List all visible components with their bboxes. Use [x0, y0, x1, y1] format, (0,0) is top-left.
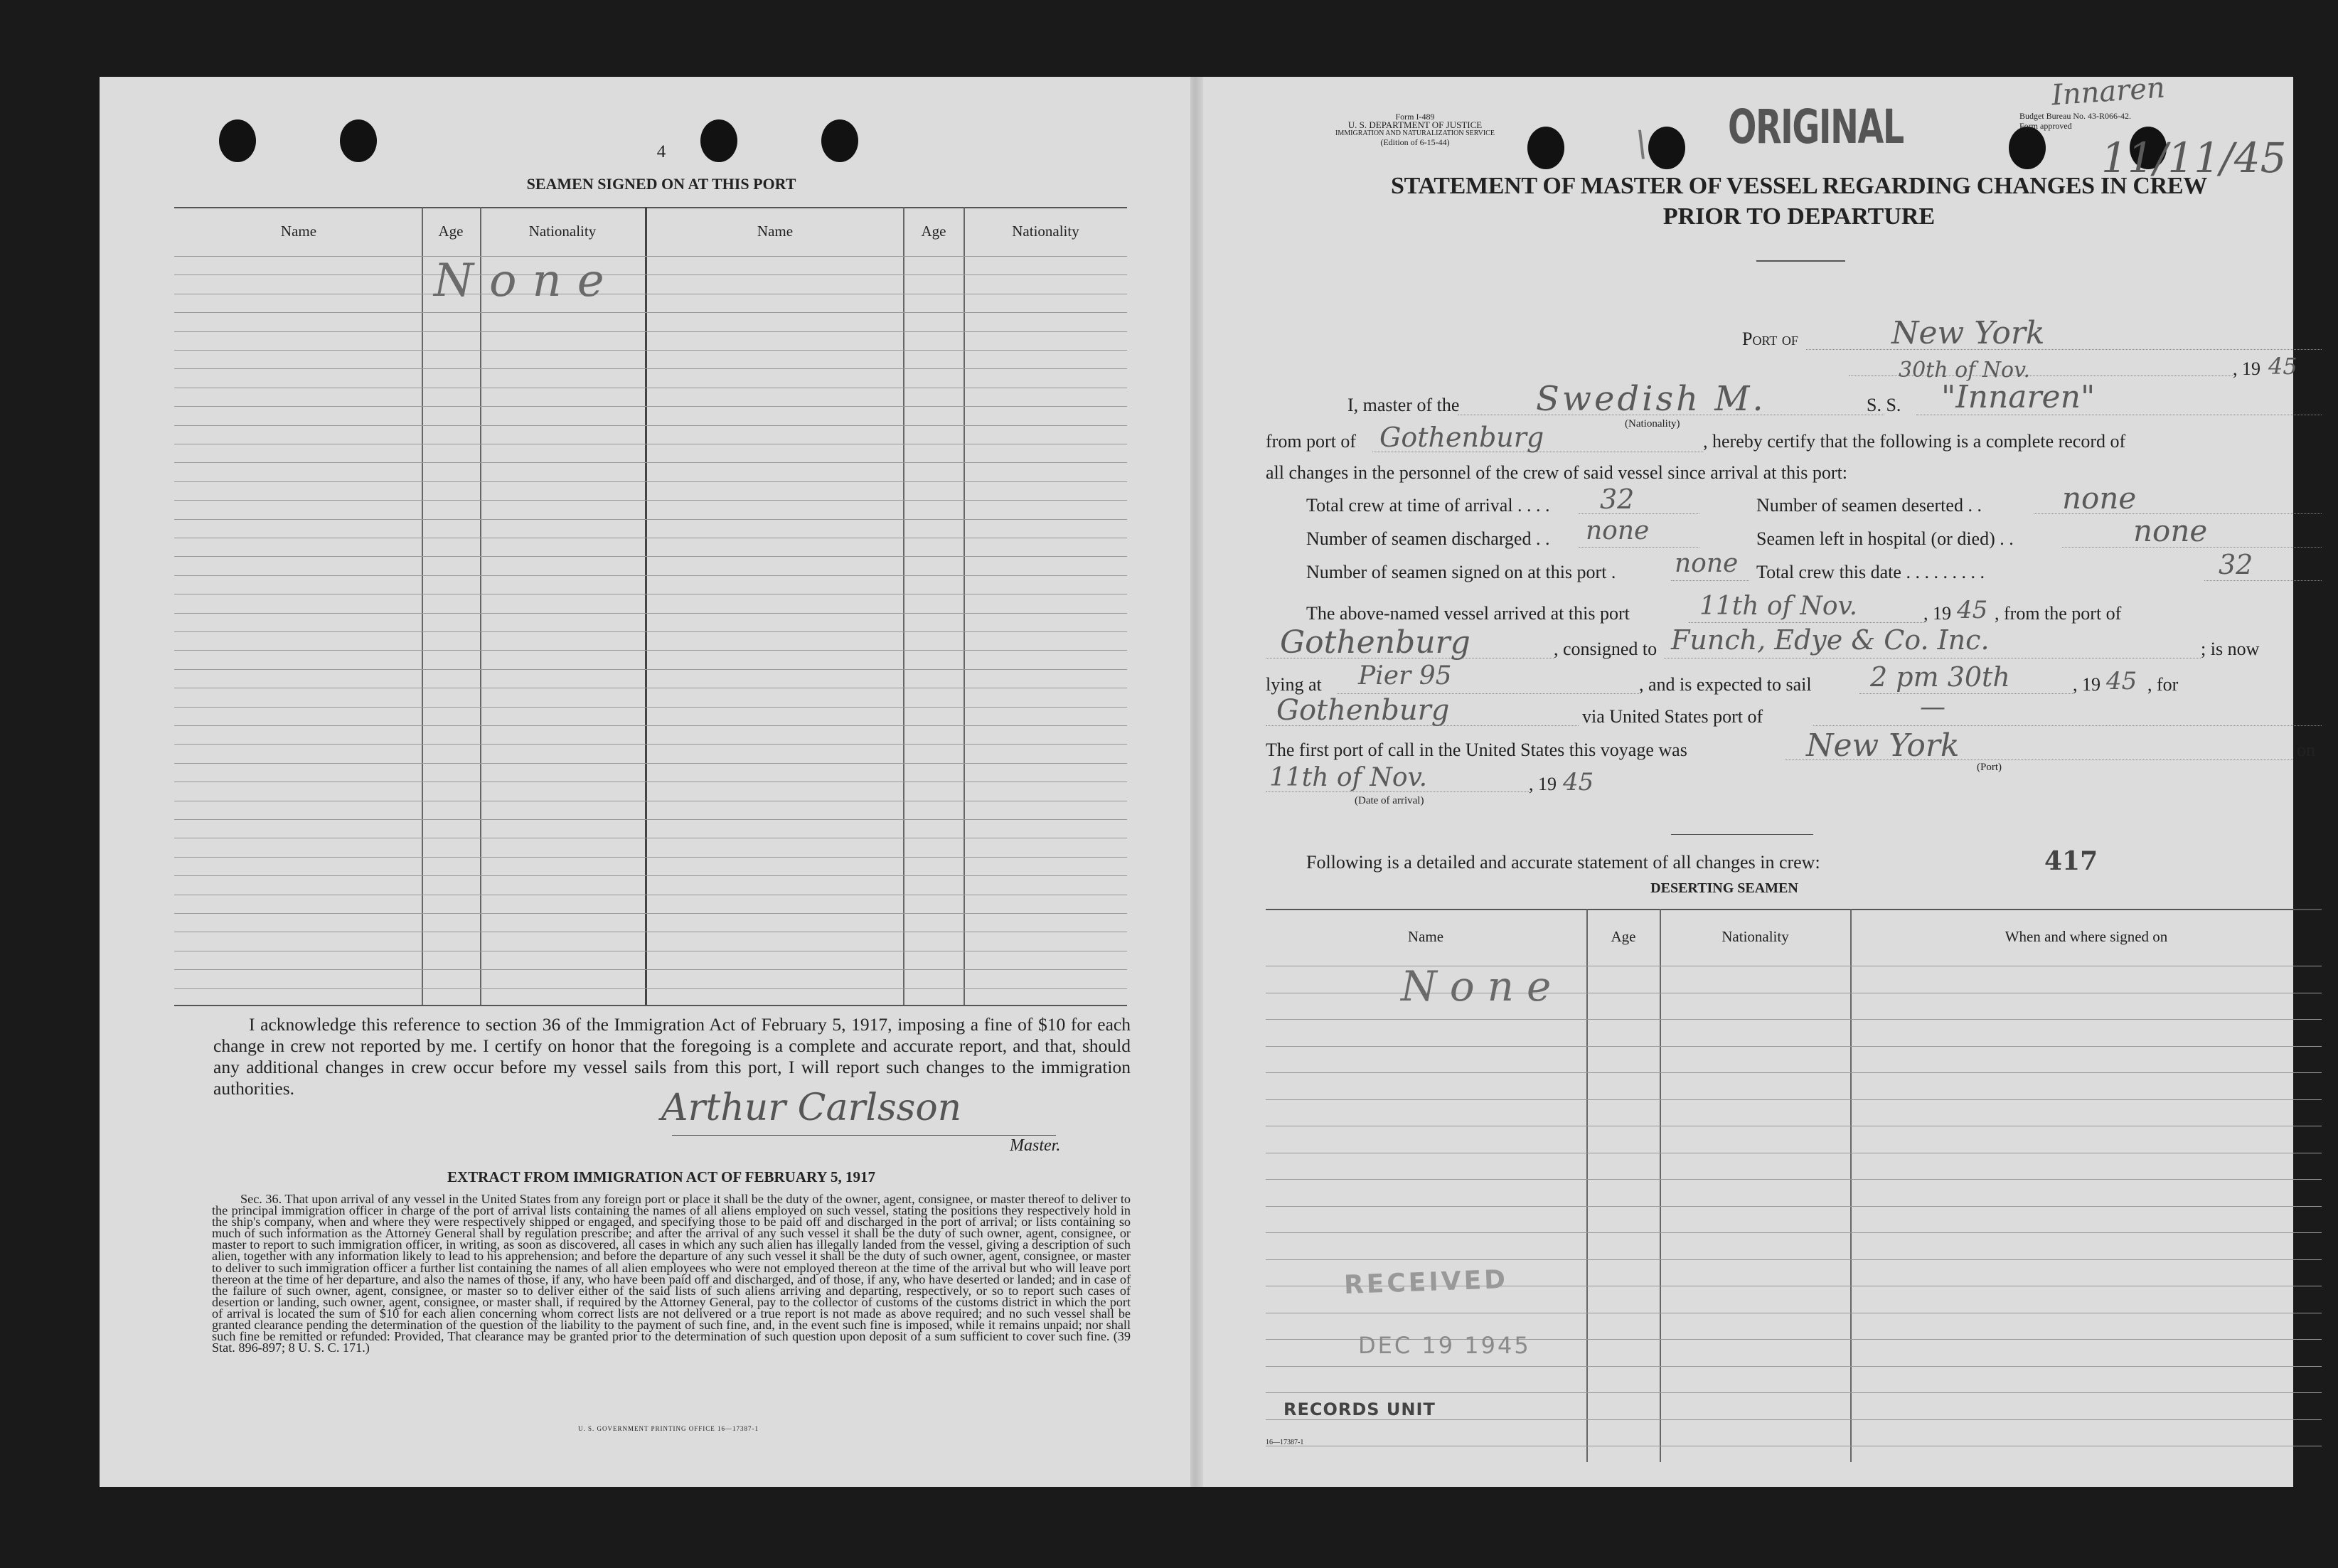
page-number: 4 — [656, 142, 666, 161]
seamen-hospital-value: none — [2133, 513, 2208, 548]
form-approved-label: Form approved — [2019, 121, 2072, 131]
from-port-value: Gothenburg — [1379, 422, 1544, 453]
punch-hole — [1648, 127, 1685, 169]
table-row-rule — [1266, 1099, 2322, 1100]
form-number-label: Form I-489 — [1395, 112, 1435, 122]
via-label: via United States port of — [1582, 706, 1763, 727]
table-row-rule — [1266, 1392, 2322, 1393]
expected-to-sail-value: 2 pm 30th — [1870, 661, 2010, 693]
total-crew-arrival-value: 32 — [1600, 484, 1635, 515]
table-row-rule — [1266, 1072, 2322, 1073]
table-row-rule — [174, 556, 1127, 557]
port-of-label: Port of — [1742, 329, 1798, 349]
received-stamp: RECEIVED — [1343, 1264, 1509, 1301]
ss-label: S. S. — [1867, 395, 1901, 415]
expected-year-value: 45 — [2106, 667, 2137, 695]
table-row-rule — [174, 274, 1127, 275]
table-row-rule — [1266, 1179, 2322, 1180]
expected-year-prefix: , 19 — [2073, 674, 2101, 695]
table-row-rule — [174, 425, 1127, 426]
table-row-rule — [174, 406, 1127, 407]
column-header: Age — [921, 223, 946, 240]
deserting-seamen-title: DESERTING SEAMEN — [1650, 880, 1798, 896]
seamen-signed-on-value: none — [1675, 549, 1739, 578]
punch-hole — [219, 119, 256, 162]
total-crew-date-label: Total crew this date . . . . . . . . . — [1756, 562, 1985, 582]
budget-bureau-block — [2019, 111, 2131, 131]
column-header: Nationality — [1722, 928, 1789, 945]
extract-title: EXTRACT FROM IMMIGRATION ACT OF FEBRUARY 5, 1917 — [447, 1168, 876, 1185]
following-statement-label: Following is a detailed and accurate statement of all changes in crew: — [1306, 852, 1820, 873]
from-port-of-label: , from the port of — [1995, 603, 2122, 624]
page-fold — [1190, 77, 1203, 1487]
printer-line: U. S. GOVERNMENT PRINTING OFFICE 16—17387-1 — [577, 1425, 759, 1432]
certify-text: , hereby certify that the following is a complete record of — [1703, 431, 2126, 452]
table-row-rule — [174, 350, 1127, 351]
column-header: Nationality — [528, 223, 597, 240]
punch-hole — [2009, 127, 2046, 169]
arrived-date-value: 11th of Nov. — [1699, 592, 1858, 621]
table-row-rule — [174, 669, 1127, 670]
column-header: Name — [1407, 928, 1444, 945]
total-crew-arrival-label: Total crew at time of arrival . . . . — [1306, 495, 1550, 516]
table-row-rule — [1266, 1366, 2322, 1367]
table-row-rule — [174, 519, 1127, 520]
column-header: Nationality — [1012, 223, 1079, 240]
extract-text: Sec. 36. That upon arrival of any vessel in the United States from any foreign port or place it shall be the duty of the owner, agent, consignee, or master thereof to deliver to the principal immigration officer in charge of the port of arrival lists containing the names of all aliens employed on such vessel, stating the positions they respectively hold in the ship's company, when and where they were respectively shipped or engaged, and specifying those to be paid off and discharged in the port of arrival; or lists containing so much of such information as the Attorney General shall by regulation prescribe; and after the arrival of any such vessel it shall be the duty of such owner, agent, consignee, or master to report to such immigration officer, in writing, as soon as discovered, all cases in which any such alien has illegally landed from the vessel, giving a description of such alien, together with any information likely to lead to his apprehension; and before the departure of any such vessel it shall be the duty of such owner, agent, consignee, or master to deliver to such immigration officer a further list containing the names of all alien employees who were not employed thereon at the time of the arrival but who will leave port thereon at the time of her departure, and also the names of those, if any, who have been paid off and discharged, and of those, if any, who have deserted or landed; and in case of the failure of such owner, agent, consignee, or master so to deliver either of the said lists of such aliens arriving and departing, respectively, or so to report such cases of desertion or landing, such owner, agent, consignee, or master shall, if required by the Attorney General, pay to the collector of customs of the customs district in which the port of arrival is located the sum of $10 for each alien concerning whom correct lists are not delivered or a true report is not made as above required; and no such vessel shall be granted clearance pending the determination of the question of the liability to the payment of such fine, and, in the event such fine is imposed, while it remains unpaid; nor shall such fine be remitted or refunded: Provided, That clearance may be granted prior to the determination of such question upon deposit of a sum sufficient to cover such fine. (39 Stat. 896-897; 8 U. S. C. 171.) — [212, 1192, 1131, 1355]
from-port-label: from port of — [1266, 431, 1357, 452]
arrived-label: The above-named vessel arrived at this port — [1306, 603, 1630, 624]
date-of-arrival-value: 11th of Nov. — [1269, 763, 1428, 792]
edition-label: (Edition of 6-15-44) — [1380, 137, 1450, 147]
table-row-rule — [174, 481, 1127, 482]
acknowledgment-paragraph: I acknowledge this reference to section 36 of the Immigration Act of February 5, 1917, imposing a fine of $10 for each change in crew not reported by me. I certify on honor that the foregoing is a complete and accurate report, and that, should any additional changes in crew occur before my vessel sails from this port, I will report such changes to the immigration authorities. — [213, 1014, 1131, 1099]
table-row-rule — [1266, 1232, 2322, 1233]
statement-year-value: 45 — [2268, 353, 2297, 380]
on-label: on — [2297, 740, 2315, 760]
master-of-nationality-value: Swedish M. — [1536, 379, 1766, 419]
statement-date-value: 30th of Nov. — [1899, 358, 2031, 383]
table-row-rule — [174, 331, 1127, 332]
service-name: IMMIGRATION AND NATURALIZATION SERVICE — [1335, 129, 1495, 137]
arrived-year-value: 45 — [1957, 596, 1988, 624]
arrived-from-port-value: Gothenburg — [1280, 624, 1470, 661]
seamen-hospital-label: Seamen left in hospital (or died) . . — [1756, 528, 2014, 549]
deserting-entry: None — [1401, 962, 1564, 1010]
port-of-value: New York — [1891, 315, 2045, 351]
first-port-label: The first port of call in the United States this voyage was — [1266, 740, 1687, 760]
statement-title: STATEMENT OF MASTER OF VESSEL REGARDING CHANGES IN CREW — [1391, 173, 2207, 199]
corner-handwritten-date: 11/11/45 — [2101, 134, 2287, 182]
punch-hole — [821, 119, 858, 162]
table-row-rule — [174, 819, 1127, 820]
date-of-arrival-year-prefix: , 19 — [1529, 774, 1557, 794]
column-header: When and where signed on — [2005, 928, 2168, 945]
table-row-rule — [174, 256, 1127, 257]
seamen-discharged-label: Number of seamen discharged . . — [1306, 528, 1550, 549]
column-header: Name — [757, 223, 794, 240]
seamen-deserted-value: none — [2062, 481, 2137, 516]
table-row-rule — [174, 462, 1127, 463]
first-port-value: New York — [1806, 727, 1960, 764]
table-row-rule — [174, 875, 1127, 876]
lying-at-label: lying at — [1266, 674, 1322, 695]
records-unit-stamp: RECORDS UNIT — [1283, 1399, 1436, 1419]
date-of-arrival-caption: (Date of arrival) — [1355, 795, 1424, 806]
table-row-rule — [174, 913, 1127, 914]
punch-hole — [700, 119, 737, 162]
table-row-rule — [174, 744, 1127, 745]
table-row-rule — [174, 613, 1127, 614]
consigned-to-value: Funch, Edye & Co. Inc. — [1671, 624, 1990, 656]
received-date-stamp: DEC 19 1945 — [1358, 1332, 1531, 1359]
statement-subtitle: PRIOR TO DEPARTURE — [1662, 203, 1936, 230]
table-row-rule — [174, 725, 1127, 726]
form-header — [1266, 112, 1564, 146]
is-now-label: ; is now — [2201, 639, 2260, 659]
seamen-signed-on-label: Number of seamen signed on at this port . — [1306, 562, 1616, 582]
original-stamp: ORIGINAL — [1728, 100, 1904, 154]
column-header: Age — [438, 223, 464, 240]
table-row-rule — [174, 763, 1127, 764]
table-row-rule — [174, 988, 1127, 989]
department-name: U. S. DEPARTMENT OF JUSTICE — [1347, 119, 1483, 130]
column-header: Age — [1611, 928, 1636, 945]
expected-to-sail-label: , and is expected to sail — [1639, 674, 1812, 695]
handwritten-entry: None — [434, 255, 620, 307]
table-row-rule — [174, 631, 1127, 632]
punch-hole — [340, 119, 377, 162]
table-row-rule — [174, 707, 1127, 708]
certify-text-continued: all changes in the personnel of the crew of said vessel since arrival at this port: — [1266, 462, 1848, 483]
table-row-rule — [1266, 1046, 2322, 1047]
table-row-rule — [174, 969, 1127, 970]
destination-value: Gothenburg — [1276, 694, 1450, 727]
check-mark-icon: \ — [1635, 123, 1648, 164]
table-row-rule — [174, 575, 1127, 576]
table-row-rule — [174, 650, 1127, 651]
table-row-rule — [174, 368, 1127, 369]
table-row-rule — [174, 500, 1127, 501]
table-row-rule — [174, 857, 1127, 858]
document-scan — [100, 71, 2315, 1487]
column-header: Name — [280, 223, 317, 240]
corner-handwritten-name: Innaren — [2050, 71, 2167, 112]
date-of-arrival-year-value: 45 — [1563, 768, 1594, 796]
master-of-label: I, master of the — [1347, 395, 1460, 415]
table-row-rule — [1266, 1019, 2322, 1020]
via-port-value: — — [1920, 693, 1945, 722]
master-label: Master. — [1010, 1136, 1061, 1155]
seamen-deserted-label: Number of seamen deserted . . — [1756, 495, 1982, 516]
table-row-rule — [1266, 1206, 2322, 1207]
table-row-rule — [1266, 1259, 2322, 1260]
table-row-rule — [174, 312, 1127, 313]
port-caption: (Port) — [1977, 762, 2002, 773]
statement-year-prefix: , 19 — [2233, 358, 2260, 379]
for-label: , for — [2147, 674, 2179, 695]
arrived-year-prefix: , 19 — [1923, 603, 1951, 624]
form-footer-number: 16—17387-1 — [1266, 1439, 1304, 1446]
vessel-name-value: "Innaren" — [1941, 379, 2096, 415]
total-crew-date-value: 32 — [2219, 549, 2253, 580]
master-signature: Arthur Carlsson — [661, 1087, 962, 1129]
seamen-signed-on-title: SEAMEN SIGNED ON AT THIS PORT — [526, 175, 796, 193]
seamen-discharged-value: none — [1586, 516, 1650, 545]
consigned-label: , consigned to — [1554, 639, 1658, 659]
nationality-caption: (Nationality) — [1625, 418, 1680, 430]
stamped-number: 417 — [2044, 846, 2098, 876]
lying-at-value: Pier 95 — [1358, 661, 1452, 690]
budget-bureau-number: Budget Bureau No. 43-R066-42. — [2019, 111, 2131, 121]
